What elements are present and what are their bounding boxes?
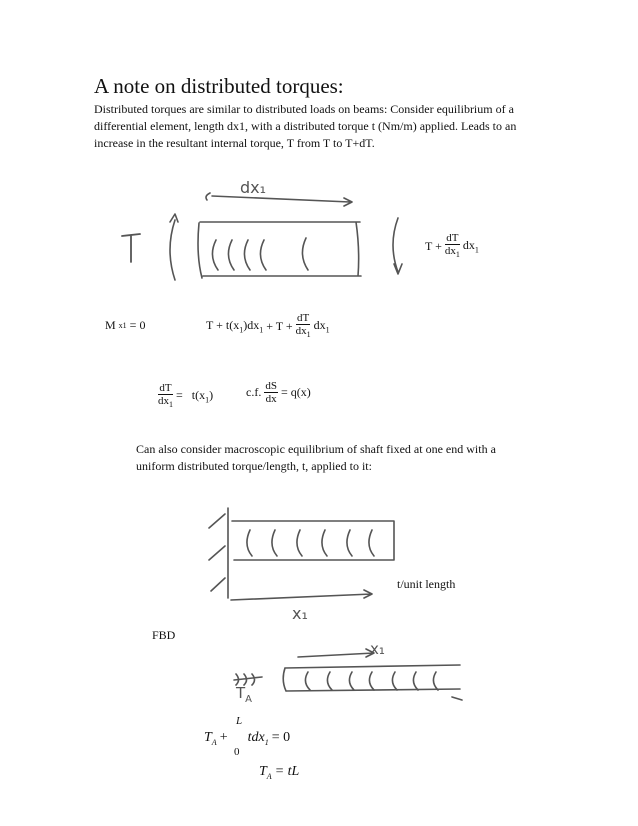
differential-element-sketch xyxy=(122,193,402,280)
page-title: A note on distributed torques: xyxy=(94,74,344,98)
fraction-numerator: dS xyxy=(265,380,277,392)
torque-rate-rhs: = $t(x_1)$ xyxy=(176,388,214,405)
fraction-numerator: dT xyxy=(159,382,172,394)
reaction-term: $T_A$ xyxy=(259,764,272,781)
fbd-sketch xyxy=(234,649,462,700)
fraction-denominator: $dx_1$ xyxy=(295,325,311,340)
macro-paragraph: Can also consider macroscopic equilibrium of shaft fixed at one end with a uniform distributed torque/length, t, applied to it: xyxy=(136,442,496,473)
dS-dx-fraction xyxy=(264,380,278,405)
rhs-term-a: $T + t(x_1)dx_1$ xyxy=(206,318,264,335)
fraction-numerator: dT xyxy=(446,232,459,244)
fbd-reaction-label: $T_A$ xyxy=(236,684,253,705)
cf-label: c.f. xyxy=(246,385,262,399)
plus-sign: + xyxy=(219,730,228,746)
rhs-term-c: + T + xyxy=(266,319,293,334)
intro-paragraph: Distributed torques are similar to distributed loads on beams: Consider equilibrium of a differential element, length dx1, with a distributed torque t (Nm/m) applied. Leads to an increase in the resultant internal torque, T from T to T+dT. xyxy=(94,102,517,150)
integrand: tdx$_1$ xyxy=(247,730,269,747)
moment-equals: = 0 xyxy=(129,318,146,332)
right-torque-expression xyxy=(425,232,479,261)
moment-equation-lhs xyxy=(105,318,145,333)
right-torque-prefix: T + xyxy=(425,239,442,254)
fixed-shaft-sketch xyxy=(209,508,394,600)
integral-upper-limit: L xyxy=(236,715,243,727)
reaction-result-equation xyxy=(259,764,299,781)
rhs-fraction xyxy=(296,312,311,341)
shaft-axis-label: x₁ xyxy=(292,604,308,623)
fbd-axis-label: x₁ xyxy=(370,640,385,658)
analogy-rhs: = q(x) xyxy=(280,385,311,399)
fraction-numerator: dT xyxy=(297,312,310,324)
right-torque-suffix: $dx_1$ xyxy=(462,238,479,255)
moment-symbol: M xyxy=(105,318,116,332)
fraction-denominator: $dx_1$ xyxy=(444,245,460,260)
fraction-denominator: dx xyxy=(265,393,277,405)
dT-dx-fraction xyxy=(158,382,173,411)
shear-load-analogy xyxy=(246,380,311,405)
rhs-term-d: $dx_1$ xyxy=(313,318,330,335)
result-rhs: = tL xyxy=(274,764,300,780)
fraction-denominator: $dx_1$ xyxy=(158,395,173,410)
element-length-label: dx₁ xyxy=(240,178,267,197)
reaction-integral-equation xyxy=(204,730,290,747)
equals-zero: = 0 xyxy=(271,730,291,746)
moment-equation-rhs xyxy=(206,312,330,341)
reaction-term: $T_A$ xyxy=(204,730,217,747)
integral-lower-limit: 0 xyxy=(234,746,240,758)
right-torque-fraction xyxy=(445,232,460,261)
fbd-label: FBD xyxy=(152,628,176,642)
load-label: t/unit length xyxy=(397,577,456,591)
moment-subscript: x1 xyxy=(118,321,127,330)
torque-rate-equation xyxy=(158,382,213,411)
